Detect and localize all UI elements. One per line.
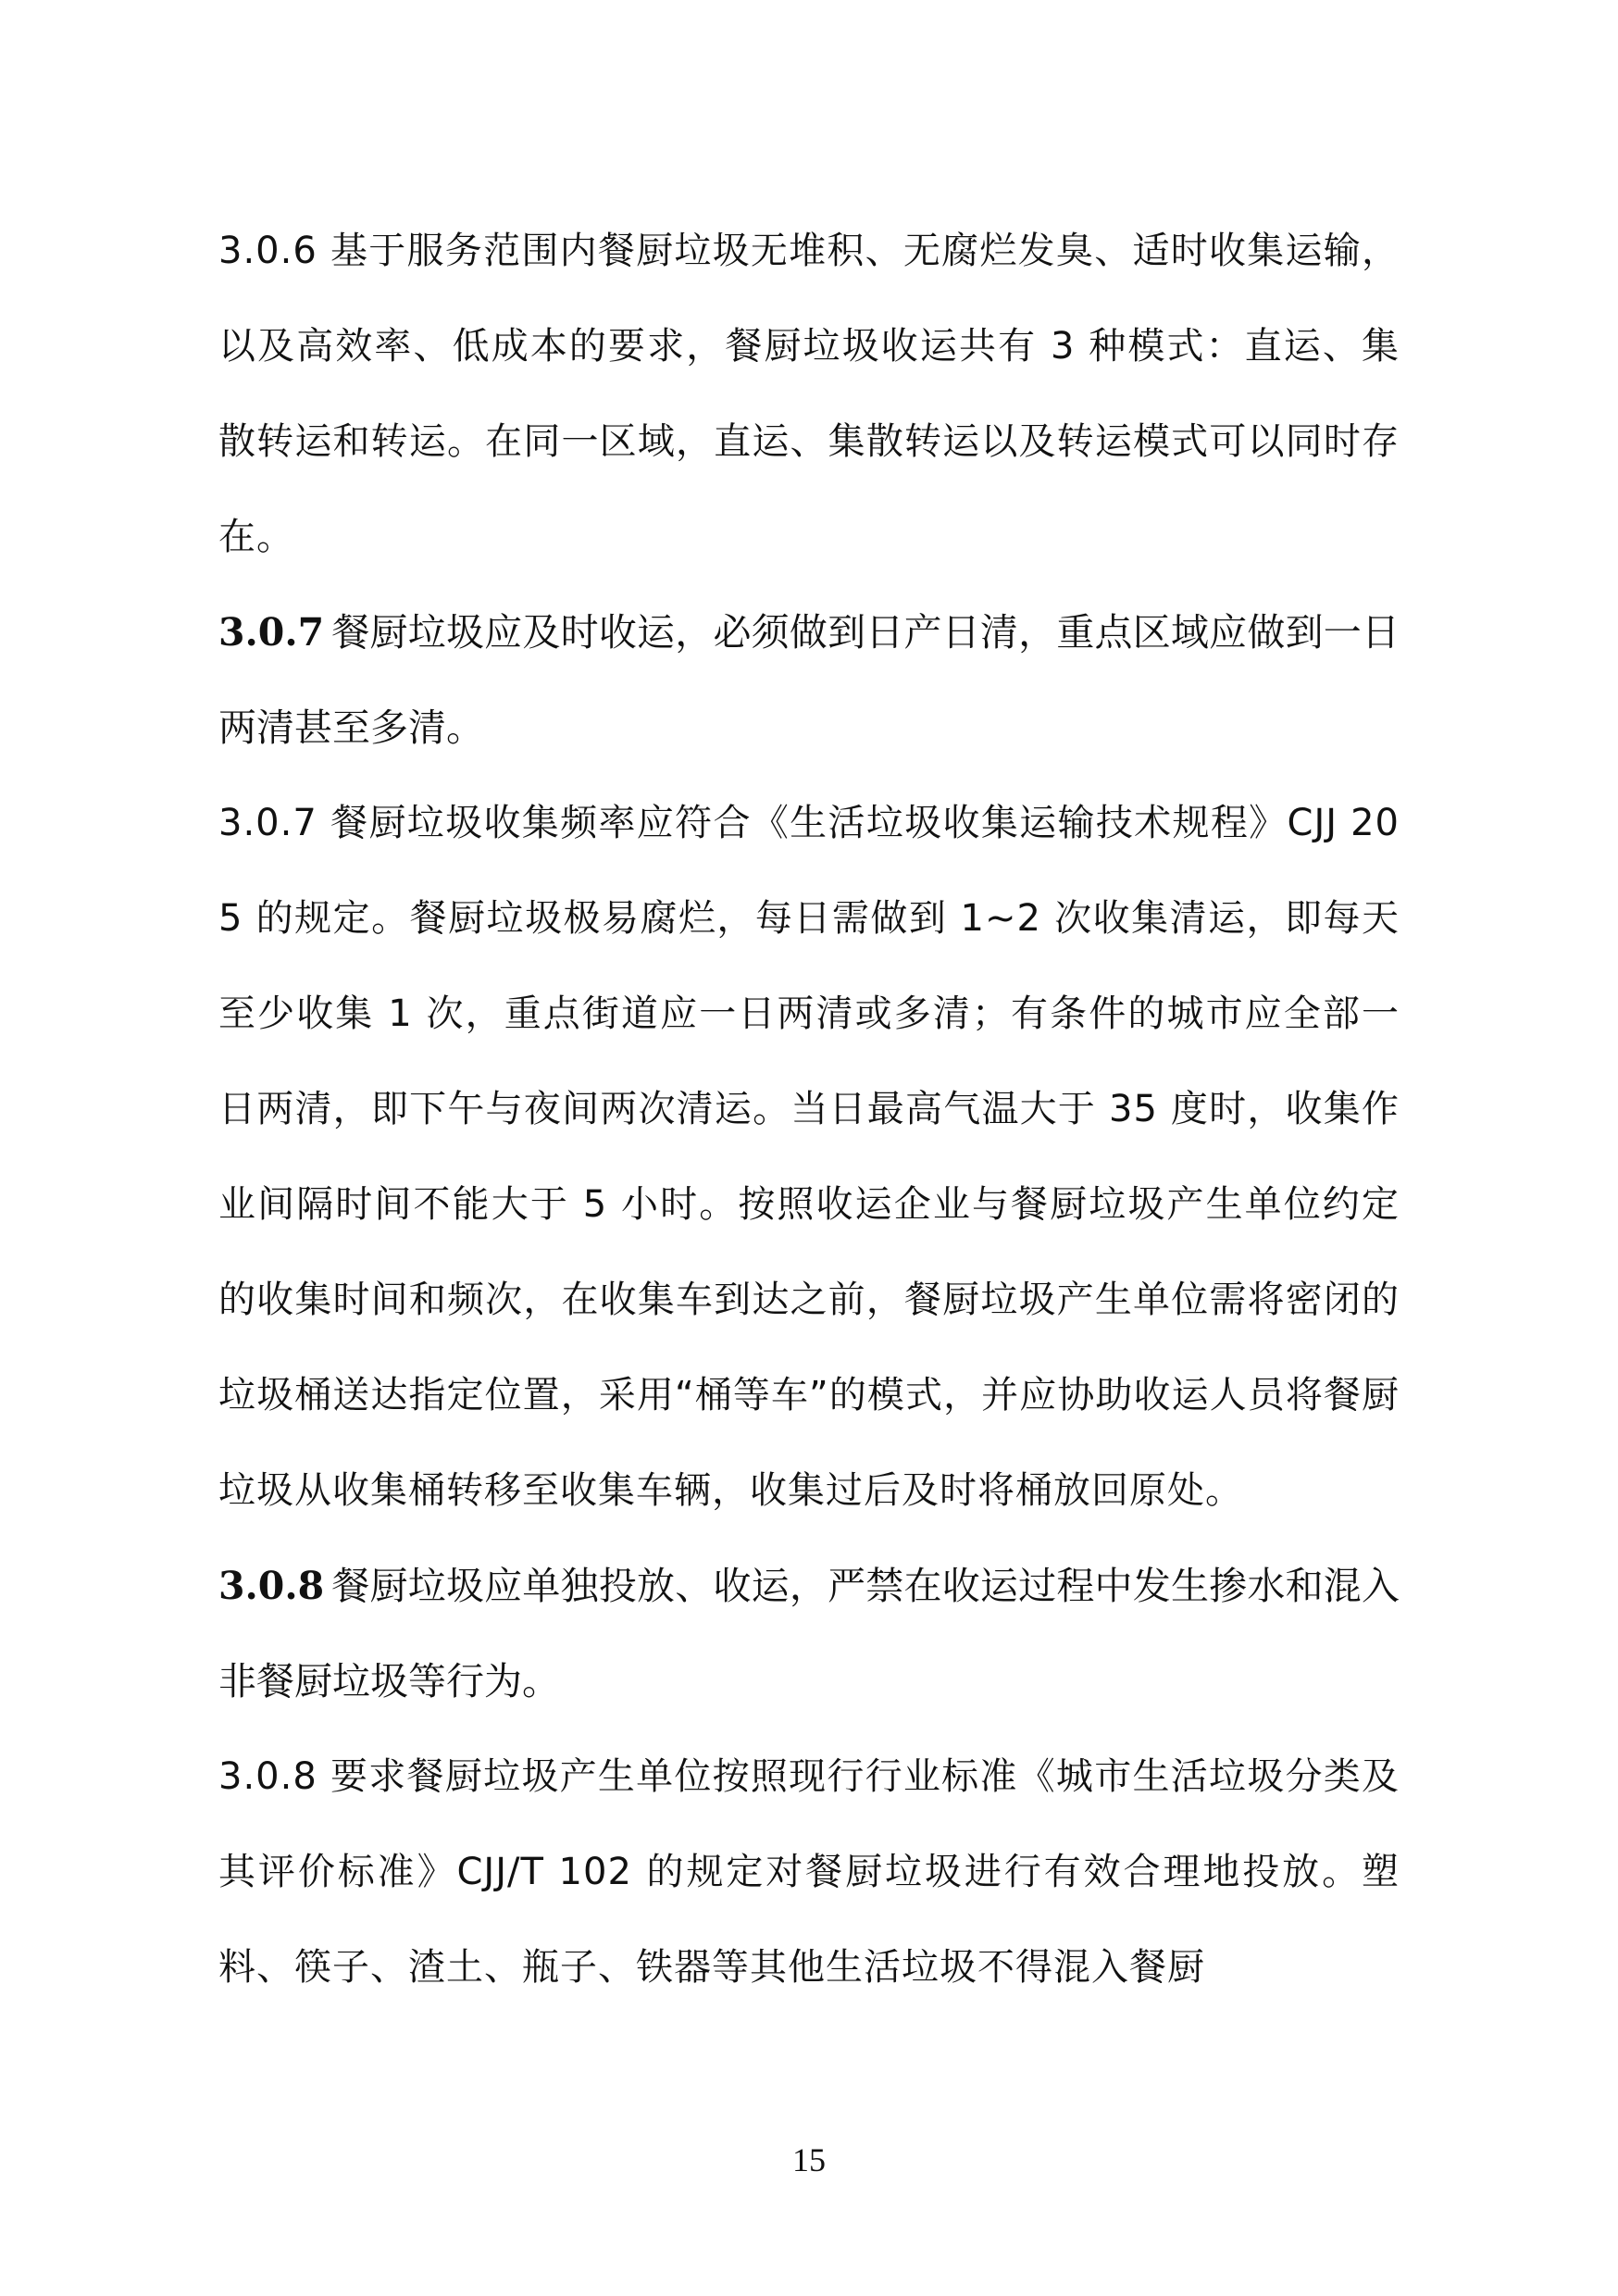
clause-number: 3.0.8 xyxy=(218,1755,317,1798)
page-number: 15 xyxy=(792,2141,826,2178)
clause-number: 3.0.8 xyxy=(218,1564,325,1608)
explanation-3-0-7 xyxy=(218,776,1400,1539)
clause-number: 3.0.7 xyxy=(218,610,325,655)
paragraph-text: 餐厨垃圾收集频率应符合《生活垃圾收集运输技术规程》CJJ 205 的规定。餐厨垃圾极易腐烂，每日需做到 1~2 次收集清运，即每天至少收集 1 次，重点街道应一日两清或多清；有条件的城市应全部一日两清，即下午与夜间两次清运。当日最高气温大于 35 度时，收集作业间隔时间不能大于 5 小时。按照收运企业与餐厨垃圾产生单位约定的收集时间和频次，在收集车到达之前，餐厨垃圾产生单位需将密闭的垃圾桶送达指定位置，采用“桶等车”的模式，并应协助收运人员将餐厨垃圾从收集桶转移至收集车辆，收集过后及时将桶放回原处。 xyxy=(218,802,1400,1512)
explanation-3-0-6 xyxy=(218,204,1400,585)
clause-3-0-8 xyxy=(218,1539,1400,1729)
clause-3-0-7 xyxy=(218,585,1400,776)
page-body xyxy=(218,204,1400,2015)
paragraph-text: 餐厨垃圾应及时收运，必须做到日产日清，重点区域应做到一日两清甚至多清。 xyxy=(218,610,1400,750)
explanation-3-0-8 xyxy=(218,1729,1400,2015)
clause-number: 3.0.7 xyxy=(218,802,317,844)
paragraph-text: 基于服务范围内餐厨垃圾无堆积、无腐烂发臭、适时收集运输，以及高效率、低成本的要求，餐厨垃圾收运共有 3 种模式：直运、集散转运和转运。在同一区域，直运、集散转运以及转运模式可以同时存在。 xyxy=(218,230,1400,558)
clause-number: 3.0.6 xyxy=(218,230,317,272)
paragraph-text: 要求餐厨垃圾产生单位按照现行行业标准《城市生活垃圾分类及其评价标准》CJJ/T 102 的规定对餐厨垃圾进行有效合理地投放。塑料、筷子、渣土、瓶子、铁器等其他生活垃圾不得混入餐厨 xyxy=(218,1755,1400,1989)
paragraph-text: 餐厨垃圾应单独投放、收运，严禁在收运过程中发生掺水和混入非餐厨垃圾等行为。 xyxy=(218,1564,1400,1703)
